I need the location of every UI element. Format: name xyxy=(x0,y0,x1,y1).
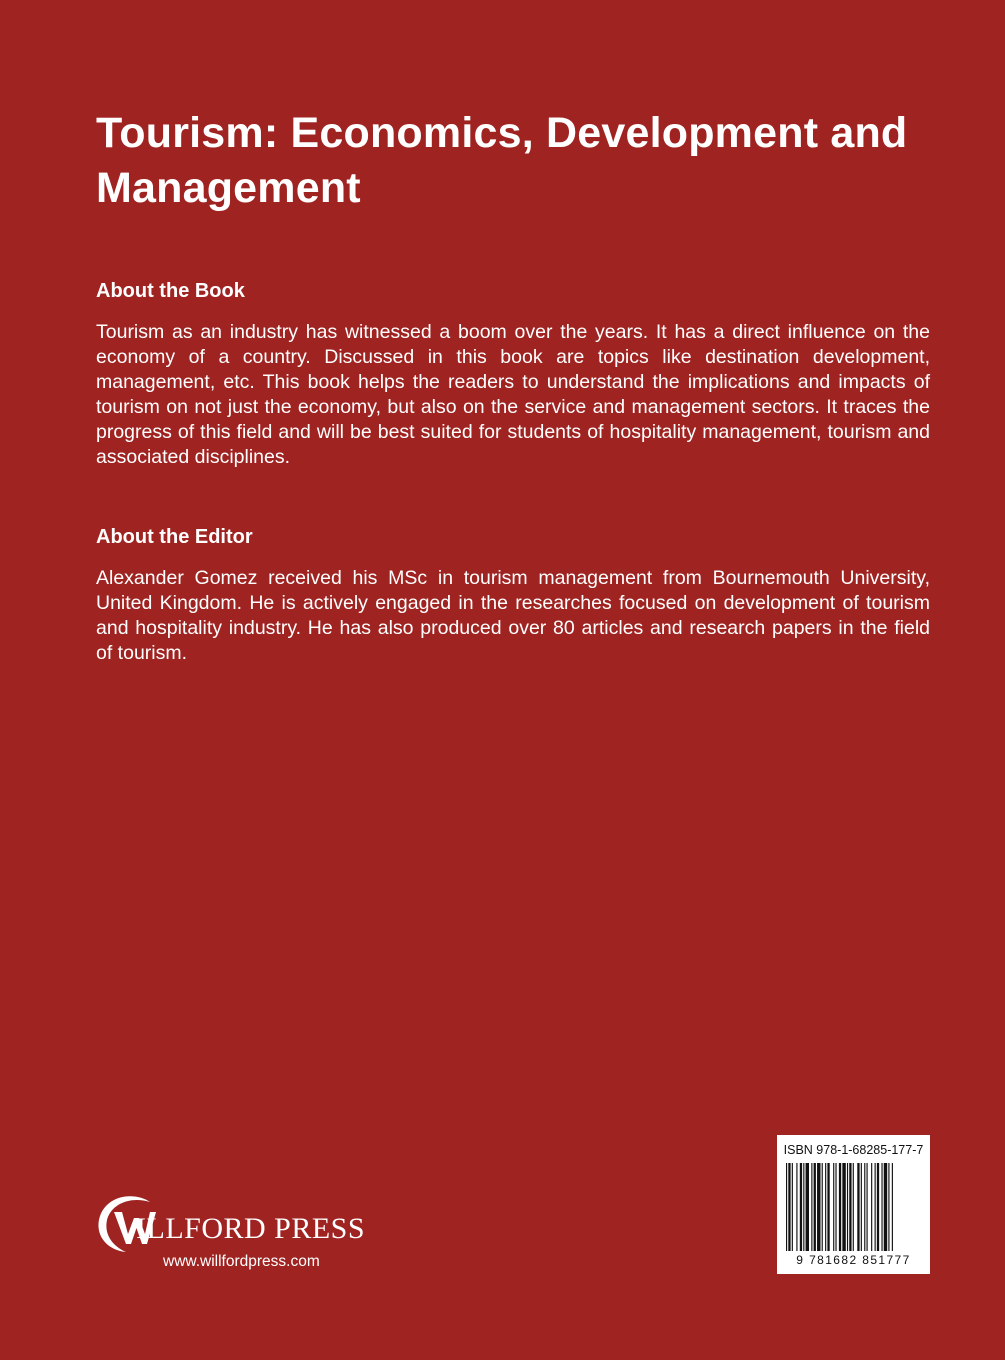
publisher-name: ILLFORD PRESS xyxy=(136,1212,366,1245)
isbn-barcode-box xyxy=(777,1135,930,1274)
book-title: Tourism: Economics, Development and Management xyxy=(96,109,908,212)
about-editor-heading: About the Editor xyxy=(96,526,253,548)
publisher-url: www.willfordpress.com xyxy=(163,1253,320,1270)
about-book-heading: About the Book xyxy=(96,280,245,302)
about-book-text: Tourism as an industry has witnessed a boom over the years. It has a direct influence on the economy of a country. Discussed in this book are topics like destination development, management, etc. This book helps the readers to understand the implications and impacts of tourism on not just the economy, but also on the service and management sectors. It traces the progress of this field and will be best suited for students of hospitality management, tourism and associated disciplines. xyxy=(96,321,930,468)
barcode-digits: 9 781682 851777 xyxy=(796,1253,911,1267)
publisher-logo xyxy=(92,1190,366,1280)
about-editor-text: Alexander Gomez received his MSc in tourism management from Bournemouth University, United Kingdom. He is actively engaged in the researches focused on development of tourism and hospitality industry. He has also produced over 80 articles and research papers in the field of tourism. xyxy=(96,567,930,664)
isbn-label: ISBN 978-1-68285-177-7 xyxy=(783,1143,924,1157)
barcode-icon xyxy=(786,1163,922,1251)
